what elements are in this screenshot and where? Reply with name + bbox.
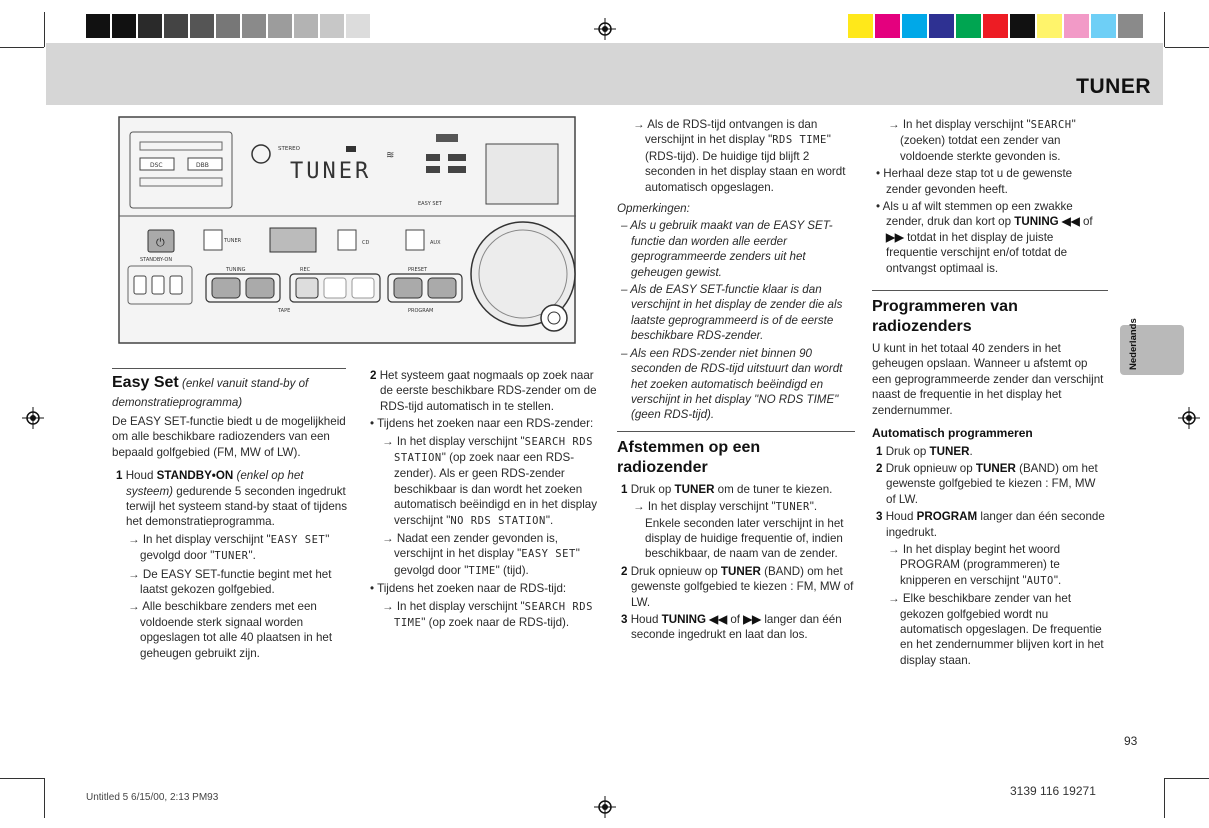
arrow-search-rds-time: → In het display verschijnt "SEARCH RDS TIME" (op zoek naar de RDS-tijd). [382, 599, 593, 630]
grayscale-swatch [268, 14, 292, 38]
crop-mark [1164, 778, 1165, 818]
easy-set-intro: De EASY SET-functie biedt u de mogelijkheid om alle beschikbare radiozenders van een bepaald golfgebied (FM, MW of LW). [112, 415, 346, 459]
registration-mark-icon [1178, 407, 1200, 429]
color-swatch [1064, 14, 1089, 38]
color-swatch [1037, 14, 1062, 38]
grayscale-swatch [346, 14, 370, 38]
cd-source-label: CD [362, 240, 370, 246]
note-2: – Als de EASY SET-functie klaar is dan verschijnt in het display de zender die als laatste geprogrammeerd is of de eerste beschikbare RDS-zender. [621, 283, 843, 343]
tuning-step-2: 2 Druk opnieuw op TUNER (BAND) om het gewenste golfgebied te kiezen : FM, MW of LW. [621, 564, 854, 609]
preset-label: PRESET [408, 267, 428, 273]
grayscale-swatch [242, 14, 266, 38]
grayscale-swatch [164, 14, 188, 38]
grayscale-swatch [138, 14, 162, 38]
rec-label: REC [300, 267, 311, 273]
color-swatch [983, 14, 1008, 38]
arrow-rds-time-received: → Als de RDS-tijd ontvangen is dan verschijnt in het display "RDS TIME" (RDS-tijd). De huidige tijd blijft 2 seconden in het display staan en wordt automatisch opgeslagen. [633, 118, 846, 194]
color-swatch [1010, 14, 1035, 38]
prog-step-3: 3 Houd PROGRAM langer dan één seconde ingedrukt. [876, 510, 1105, 539]
grayscale-swatch [112, 14, 136, 38]
prog-step-1: 1 Druk op TUNER. [876, 444, 973, 458]
grayscale-bar [86, 14, 372, 38]
column-rds-search [366, 368, 600, 634]
programming-heading: Programmeren van radiozenders [872, 298, 1018, 336]
stereo-label: STEREO [278, 146, 300, 152]
arrow-search-rds-station: → In het display verschijnt "SEARCH RDS STATION" (op zoek naar een RDS-zender). Als er geen RDS-zender beschikbaar is dan wordt het zoeken automatisch beëindigd en in het display verschijnt "NO RDS STATION". [382, 434, 598, 527]
bullet-rds-time: • Tijdens het zoeken naar de RDS-tijd: [370, 582, 567, 596]
svg-text:⏻: ⏻ [156, 236, 165, 249]
svg-text:≋: ≋ [386, 150, 395, 161]
prog-step-2: 2 Druk opnieuw op TUNER (BAND) om het gewenste golfgebied te kiezen : FM, MW of LW. [876, 461, 1098, 506]
tape-label: TAPE [278, 308, 291, 314]
color-swatch [929, 14, 954, 38]
language-tab-label: Nederlands [1128, 318, 1139, 370]
color-calibration-bar [848, 14, 1145, 38]
device-front-panel-figure [118, 116, 576, 344]
crop-mark [44, 778, 45, 818]
grayscale-swatch [86, 14, 110, 38]
easy-set-step-1: 1 Houd STANDBY•ON (enkel op het systeem) gedurende 5 seconden ingedrukt terwijl het systeem stand-by staat of tijdens het demonstratieprogramma. [116, 469, 348, 529]
crop-mark [44, 12, 45, 47]
language-tab [1120, 318, 1184, 375]
column-tuning [617, 117, 855, 645]
file-info: Untitled 5 6/15/00, 2:13 PM93 [86, 792, 219, 803]
color-swatch [1118, 14, 1143, 38]
dbb-label: DBB [196, 162, 209, 169]
step-2: 2 Het systeem gaat nogmaals op zoek naar de eerste beschikbare RDS-zender om de RDS-tijd automatisch in te stellen. [370, 369, 597, 413]
program-label: PROGRAM [408, 308, 434, 314]
tuning-step-3: 3 Houd TUNING ◀◀ of ▶▶ langer dan één seconde ingedrukt en laat dan los. [621, 612, 842, 642]
note-1: – Als u gebruik maakt van de EASY SET-functie dan worden alle eerder geprogrammeerde zenders uit het geheugen gewist. [621, 219, 833, 279]
dsc-label: DSC [150, 162, 163, 169]
grayscale-swatch [190, 14, 214, 38]
auto-programming-subheading: Automatisch programmeren [872, 426, 1033, 441]
section-title: TUNER [1076, 75, 1151, 98]
programming-intro: U kunt in het totaal 40 zenders in het geheugen opslaan. Wanneer u afstemt op een geprogrammeerde zender dan verschijnt naast de frequentie in het display het zendernummer. [872, 342, 1104, 417]
easy-set-arrow-1: → In het display verschijnt "EASY SET" gevolgd door "TUNER". [128, 532, 330, 563]
color-swatch [875, 14, 900, 38]
standby-label: STANDBY-ON [140, 257, 173, 263]
section-header-band [46, 43, 1163, 105]
crop-mark [0, 778, 44, 779]
easy-set-arrow-2: → De EASY SET-functie begint met het laatst gekozen golfgebied. [128, 567, 332, 597]
color-swatch [1091, 14, 1116, 38]
notes-heading: Opmerkingen: [617, 202, 690, 216]
registration-mark-icon [22, 407, 44, 429]
easy-set-arrow-3: → Alle beschikbare zenders met een voldoende sterk signaal worden opgeslagen tot alle 40 plaatsen in het geheugen gebruikt zijn. [128, 600, 333, 660]
crop-mark [0, 47, 44, 48]
tuner-source-label: TUNER [224, 238, 242, 244]
color-swatch [848, 14, 873, 38]
column-programming [872, 117, 1108, 670]
tuning-step-1: 1 Druk op TUNER om de tuner te kiezen. [621, 482, 833, 496]
bullet-repeat: • Herhaal deze stap tot u de gewenste zender gevonden heeft. [876, 167, 1073, 196]
arrow-search: → In het display verschijnt "SEARCH" (zoeken) totdat een zender van voldoende sterkte gevonden is. [888, 118, 1076, 163]
tuning-heading: Afstemmen op een radiozender [617, 438, 761, 476]
color-swatch [902, 14, 927, 38]
aux-source-label: AUX [430, 240, 441, 246]
note-3: – Als een RDS-zender niet binnen 90 seconden de RDS-tijd uitstuurt dan wordt het zoeken automatisch beëindigd en verschijnt in het display "NO RDS TIME" (geen RDS-tijd). [621, 346, 843, 422]
crop-mark [1164, 12, 1165, 47]
easy-set-heading-note: (enkel vanuit stand-by of demonstratieprogramma) [112, 377, 309, 409]
bullet-rds-station: • Tijdens het zoeken naar een RDS-zender: [370, 417, 594, 431]
tuning-label: TUNING [226, 267, 246, 273]
prog-step-3-arrow-1: → In het display begint het woord PROGRAM (programmeren) te knipperen en verschijnt "AUTO". [888, 542, 1062, 587]
arrow-station-found: → Nadat een zender gevonden is, verschijnt in het display "EASY SET" gevolgd door "TIME" (tijd). [382, 532, 580, 577]
registration-mark-icon [594, 796, 616, 818]
crop-mark [1165, 778, 1209, 779]
color-swatch [956, 14, 981, 38]
grayscale-swatch [320, 14, 344, 38]
easy-set-heading: Easy Set [112, 374, 179, 391]
page-number: 93 [1124, 734, 1138, 748]
document-code: 3139 116 19271 [1010, 784, 1096, 798]
grayscale-swatch [216, 14, 240, 38]
grayscale-swatch [294, 14, 318, 38]
crop-mark [1165, 47, 1209, 48]
lcd-display-text: TUNER [290, 159, 372, 184]
bullet-weak-station: • Als u af wilt stemmen op een zwakke zender, druk dan kort op TUNING ◀◀ of ▶▶ totdat in het display de juiste frequentie verschijnt en/of totdat de ontvangst optimaal is. [876, 200, 1093, 275]
registration-mark-icon [594, 18, 616, 40]
tuning-step-1-arrow: → In het display verschijnt "TUNER". Enkele seconden later verschijnt in het display de huidige frequentie of, indien beschikbaar, de naam van de zender. [633, 500, 844, 561]
column-easy-set [112, 368, 348, 663]
easy-set-label: EASY SET [418, 201, 442, 207]
prog-step-3-arrow-2: → Elke beschikbare zender van het gekozen golfgebied wordt nu automatisch opgeslagen. De frequentie en het zendernummer blijven kort in het display staan. [888, 592, 1104, 667]
